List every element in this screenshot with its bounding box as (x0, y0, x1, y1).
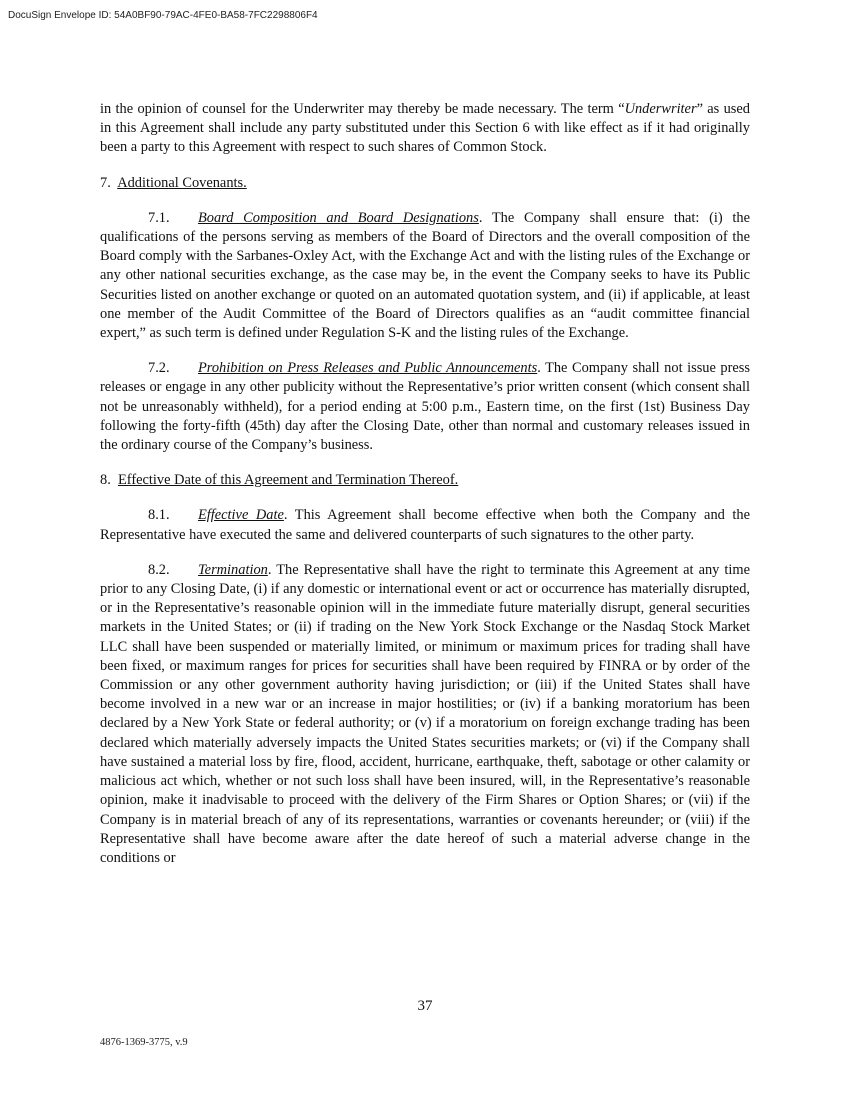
intro-text-2: ” as used in this Agreement shall include any party substituted under this Section 6 with like effect as if it had originally been a party to this Agreement with respect to such shares of Common Stock. (100, 101, 750, 156)
section-8-2-text: . The Representative shall have the right to terminate this Agreement at any time prior to any Closing Date, (i) if any domestic or international event or act or occurrence has materially disrupted, or in the Representative’s reasonable opinion will in the immediate future materially disrupt, general securities markets in the United States; or (ii) if trading on the New York Stock Exchange or the Nasdaq Stock Market LLC shall have been suspended or materially limited, or minimum or maximum prices for trading shall have been fixed, or maximum ranges for prices for securities shall have been required by FINRA or by order of the Commission or any other government authority having jurisdiction; or (iii) if the United States shall have become involved in a new war or an increase in major hostilities; or (iv) if a banking moratorium has been declared by a New York State or federal authority; or (v) if a moratorium on foreign exchange trading has been declared which materially adversely impacts the United States securities markets; or (vi) if the Company shall have sustained a material loss by fire, flood, accident, hurricane, earthquake, theft, sabotage or other calamity or malicious act which, whether or not such loss shall have been insured, will, in the Representative’s reasonable opinion, make it inadvisable to proceed with the delivery of the Firm Shares or Option Shares; or (vii) if the Company is in material breach of any of its representations, warranties or covenants hereunder; or (viii) if the Representative shall have become aware after the date hereof of such a material adverse change in the conditions or (100, 561, 750, 866)
section-7-1 (100, 209, 750, 343)
section-8-2 (100, 561, 750, 868)
section-8-number: 8. (100, 472, 111, 489)
section-7-1-title: Board Composition and Board Designations (198, 209, 479, 226)
section-7-2-title: Prohibition on Press Releases and Public Announcements (198, 360, 538, 377)
section-7-number: 7. (100, 174, 111, 191)
section-7-title: Additional Covenants. (117, 174, 247, 191)
page-number: 37 (417, 998, 433, 1014)
section-7-heading (100, 174, 750, 193)
section-8-1-number: 8.1. (148, 507, 170, 524)
section-8-2-title: Termination (198, 561, 268, 578)
section-8-title: Effective Date of this Agreement and Termination Thereof. (118, 472, 459, 489)
section-7-1-number: 7.1. (148, 209, 170, 226)
section-8-1-title: Effective Date (198, 507, 284, 524)
underwriter-defined-term: Underwriter (624, 101, 697, 117)
section-7-1-text: . The Company shall ensure that: (i) the qualifications of the persons serving as members of the Board of Directors and the overall composition of the Board comply with the Sarbanes-Oxley Act, with the Exchange Act and with the listing rules of the Exchange or any other national securities exchange, as the case may be, in the event the Company seeks to have its Public Securities listed on another exchange or quoted on an automated quotation system, and (ii) if applicable, at least one member of the Audit Committee of the Board of Directors qualifies as an “audit committee financial expert,” as such term is defined under Regulation S-K and the listing rules of the Exchange. (100, 209, 750, 342)
section-8-heading (100, 471, 750, 490)
section-8-1 (100, 506, 750, 544)
section-7-2-text: . The Company shall not issue press releases or engage in any other publicity without the Representative’s prior written consent (which consent shall not be unreasonably withheld), for a period ending at 5:00 p.m., Eastern time, on the first (1st) Business Day following the forty-fifth (45th) day after the Closing Date, other than normal and customary releases issued in the ordinary course of the Company’s business. (100, 360, 750, 454)
paragraph-intro (100, 100, 750, 158)
document-body (100, 100, 750, 868)
docusign-envelope-id: DocuSign Envelope ID: 54A0BF90-79AC-4FE0-BA58-7FC2298806F4 (8, 10, 318, 21)
section-8-1-text: . This Agreement shall become effective when both the Company and the Representative have executed the same and delivered counterparts of such signatures to the other party. (100, 507, 750, 543)
intro-text-1: in the opinion of counsel for the Underwriter may thereby be made necessary. The term “ (100, 101, 625, 117)
section-7-2-number: 7.2. (148, 360, 170, 377)
section-8-2-number: 8.2. (148, 561, 170, 578)
section-7-2 (100, 359, 750, 455)
document-id: 4876-1369-3775, v.9 (100, 1037, 188, 1048)
